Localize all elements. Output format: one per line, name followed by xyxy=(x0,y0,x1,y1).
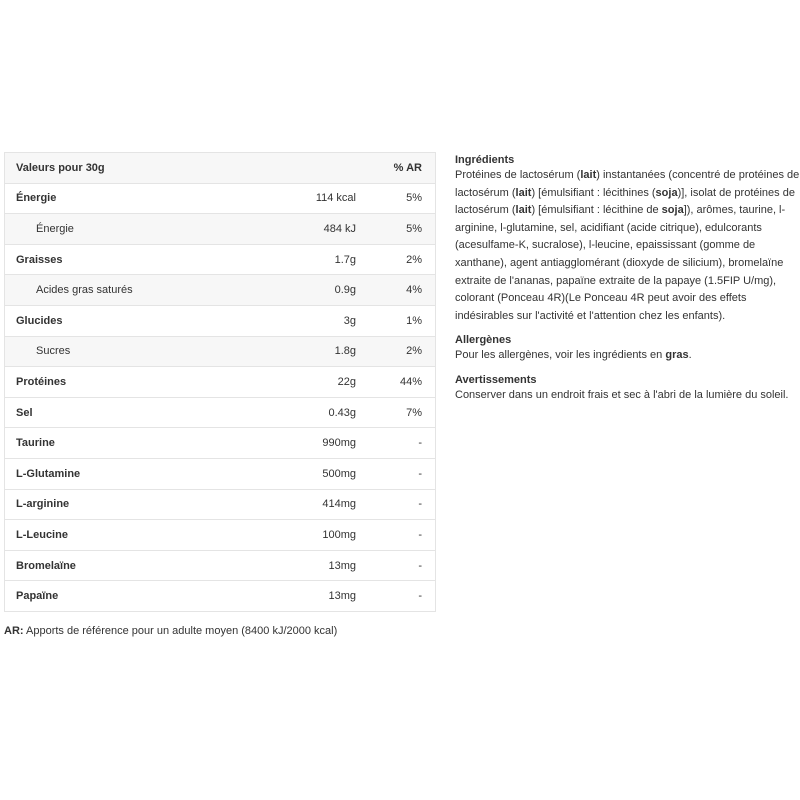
row-ar: 4% xyxy=(356,275,436,306)
header-value xyxy=(226,153,356,184)
row-label: Sel xyxy=(5,397,227,428)
row-value: 500mg xyxy=(226,458,356,489)
row-value: 100mg xyxy=(226,520,356,551)
table-row xyxy=(5,183,436,214)
row-value: 1.8g xyxy=(226,336,356,367)
row-value: 13mg xyxy=(226,581,356,612)
allergens-text-before: Pour les allergènes, voir les ingrédients en xyxy=(455,349,666,362)
footnote-text: Apports de référence pour un adulte moyen (8400 kJ/2000 kcal) xyxy=(23,625,338,637)
allergens-heading: Allergènes xyxy=(455,334,512,347)
allergen-bold: lait xyxy=(515,186,532,199)
row-ar: 1% xyxy=(356,305,436,336)
row-label: Bromelaïne xyxy=(5,550,227,581)
row-ar: 5% xyxy=(356,214,436,245)
ingredients-segment: ]), arômes, taurine, l-arginine, l-glutamine, sel, acidifiant (acide citrique), edulcorants (acesulfame-K, sucralose), l-leucine, epaississant (gomme de xanthane), agent antiagglomérant (dioxyde de silicium), bromelaïne extraite de l'ananas, papaïne extraite de la papaye (1.5FIP U/mg), colorant (Ponceau 4R)(Le Ponceau 4R peut avoir des effets indésirables sur l'activité et l'attention chez les enfants). xyxy=(455,204,786,322)
row-ar: 2% xyxy=(356,336,436,367)
ingredients-text xyxy=(455,167,800,325)
table-row xyxy=(5,489,436,520)
row-ar: - xyxy=(356,489,436,520)
row-ar: 5% xyxy=(356,183,436,214)
row-value: 1.7g xyxy=(226,244,356,275)
header-label: Valeurs pour 30g xyxy=(5,153,227,184)
ingredients-segment: )], isolat de protéines de lactosérum ( xyxy=(455,186,795,217)
row-value: 3g xyxy=(226,305,356,336)
row-label: Énergie xyxy=(5,214,227,245)
table-row xyxy=(5,214,436,245)
row-ar: - xyxy=(356,581,436,612)
row-value: 990mg xyxy=(226,428,356,459)
table-row xyxy=(5,550,436,581)
row-label: Acides gras saturés xyxy=(5,275,227,306)
table-row xyxy=(5,520,436,551)
row-label: Taurine xyxy=(5,428,227,459)
warnings-text: Conserver dans un endroit frais et sec à l'abri de la lumière du soleil. xyxy=(455,388,789,401)
row-value: 13mg xyxy=(226,550,356,581)
allergen-bold: soja xyxy=(661,204,684,217)
row-value: 0.9g xyxy=(226,275,356,306)
allergens-bold: gras xyxy=(665,349,689,362)
ingredients-segment: ) [émulsifiant : lécithine de xyxy=(531,204,662,217)
row-label: Glucides xyxy=(5,305,227,336)
nutrition-table-container xyxy=(4,152,436,612)
row-ar: 7% xyxy=(356,397,436,428)
table-row xyxy=(5,581,436,612)
row-label: Graisses xyxy=(5,244,227,275)
table-row xyxy=(5,397,436,428)
table-row xyxy=(5,367,436,398)
footnote-abbr: AR: xyxy=(4,625,24,637)
row-label: Protéines xyxy=(5,367,227,398)
product-info-column xyxy=(455,153,800,413)
table-row xyxy=(5,275,436,306)
allergen-bold: lait xyxy=(515,204,532,217)
table-header-row xyxy=(5,153,436,184)
nutrition-table xyxy=(4,152,436,612)
row-ar: - xyxy=(356,458,436,489)
ingredients-segment: ) instantanées (concentré de protéines de lactosérum ( xyxy=(455,169,800,199)
row-value: 114 kcal xyxy=(226,183,356,214)
table-row xyxy=(5,244,436,275)
row-label: Énergie xyxy=(5,183,227,214)
ingredients-heading: Ingrédients xyxy=(455,154,515,166)
warnings-heading: Avertissements xyxy=(455,373,537,386)
allergens-text xyxy=(455,347,800,365)
table-row xyxy=(5,336,436,367)
row-ar: 2% xyxy=(356,244,436,275)
row-label: L-Leucine xyxy=(5,520,227,551)
ingredients-segment: ) [émulsifiant : lécithines ( xyxy=(531,186,656,199)
row-value: 0.43g xyxy=(226,397,356,428)
table-row xyxy=(5,428,436,459)
row-ar: - xyxy=(356,550,436,581)
allergens-text-after: . xyxy=(688,349,692,362)
row-value: 414mg xyxy=(226,489,356,520)
allergen-bold: soja xyxy=(655,186,678,199)
table-row xyxy=(5,305,436,336)
row-label: Sucres xyxy=(5,336,227,367)
header-ar: % AR xyxy=(356,153,436,184)
reference-footnote xyxy=(4,625,337,637)
row-value: 22g xyxy=(226,367,356,398)
row-value: 484 kJ xyxy=(226,214,356,245)
row-label: L-Glutamine xyxy=(5,458,227,489)
row-ar: 44% xyxy=(356,367,436,398)
allergen-bold: lait xyxy=(580,169,597,181)
row-label: Papaïne xyxy=(5,581,227,612)
row-label: L-arginine xyxy=(5,489,227,520)
ingredients-segment: Protéines de lactosérum ( xyxy=(455,169,581,181)
table-row xyxy=(5,458,436,489)
row-ar: - xyxy=(356,428,436,459)
row-ar: - xyxy=(356,520,436,551)
